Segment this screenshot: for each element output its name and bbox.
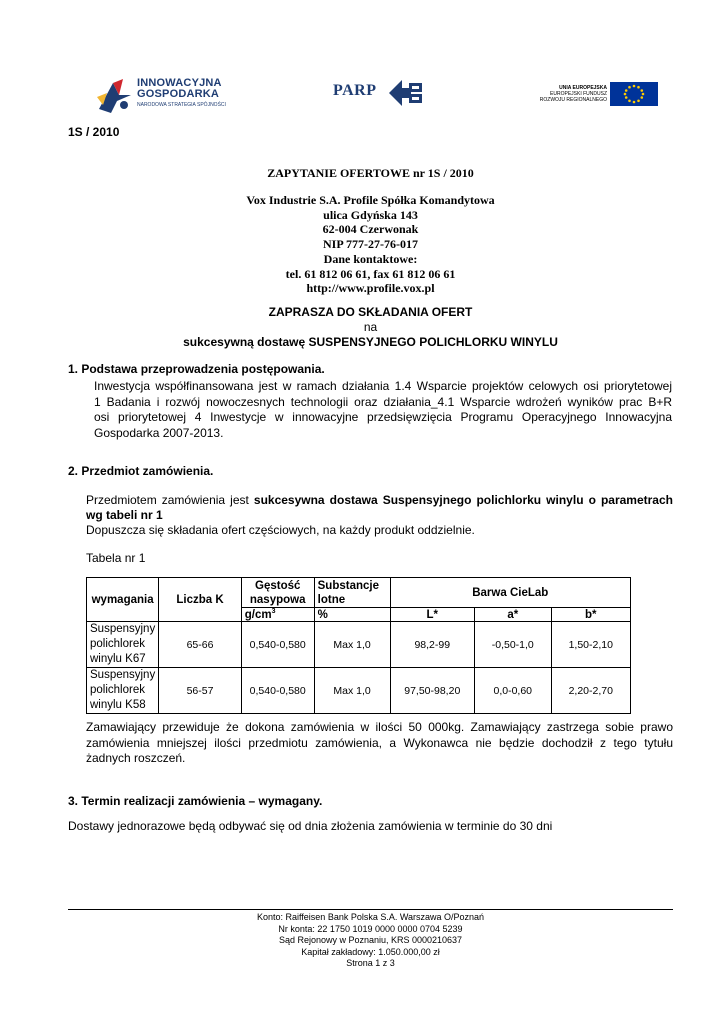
density-unit-exponent: 3 (271, 608, 276, 616)
company-website: http://www.profile.vox.pl (306, 281, 435, 296)
quantity-paragraph (86, 720, 673, 767)
header-volatile (314, 578, 390, 608)
intro-bold-text-2: wg tabeli nr 1 (86, 508, 163, 522)
footer-line: Sąd Rejonowy w Poznaniu, KRS 0000210637 (278, 935, 463, 945)
section-3-heading: 3. Termin realizacji zamówienia – wymagany. (68, 794, 323, 808)
parp-emblem-icon (389, 80, 423, 106)
row-a: -0,50-1,0 (475, 622, 552, 668)
quantity-line: żadnych roszczeń. (86, 751, 186, 765)
logo-ig-line-2: GOSPODARKA (137, 88, 220, 100)
row-b: 1,50-2,10 (551, 622, 630, 668)
intro-plain-text: Przedmiotem zamówienia jest (86, 493, 254, 507)
header-b: b* (551, 608, 630, 622)
footer (68, 912, 673, 970)
header-density-unit (241, 608, 314, 622)
row-b: 2,20-2,70 (551, 668, 630, 714)
logo-ig-subtitle: NARODOWA STRATEGIA SPÓJNOŚCI (137, 102, 226, 108)
row-volatile: Max 1,0 (314, 622, 390, 668)
header-L: L* (390, 608, 474, 622)
intro-bold-text: sukcesywna dostawa Suspensyjnego polichlorku winylu o parametrach (253, 493, 673, 507)
company-name: Vox Industrie S.A. Profile Spółka Komandytowa (246, 193, 495, 207)
row-k-value: 56-57 (159, 668, 242, 714)
product-name-line: Suspensyjny (90, 623, 156, 635)
footer-divider (68, 909, 673, 910)
footer-line: Konto: Raiffeisen Bank Polska S.A. Warszawa O/Poznań (256, 912, 485, 922)
eu-logo-line-3: ROZWOJU REGIONALNEGO (539, 97, 607, 103)
product-name-line: winylu K67 (90, 653, 146, 665)
invitation-line-1: ZAPRASZA DO SKŁADANIA OFERT (268, 305, 473, 319)
row-L: 98,2-99 (390, 622, 474, 668)
header-volatile-line-2: lotne (317, 593, 346, 606)
parp-logo (333, 80, 433, 106)
logo-ig-line-1: INNOWACYJNA (137, 77, 222, 89)
quantity-line: Zamawiający przewiduje że dokona zamówienia w ilości 50 000kg. Zamawiający zastrzega sobie prawo (86, 720, 673, 734)
row-product-name (87, 622, 159, 668)
row-density: 0,540-0,580 (241, 668, 314, 714)
section-2-heading: 2. Przedmiot zamówienia. (68, 464, 214, 478)
parp-logo-text: PARP (333, 82, 377, 99)
section-2-intro (86, 493, 673, 538)
header-density-line-2: nasypowa (249, 593, 306, 606)
company-street: ulica Gdyńska 143 (323, 207, 418, 222)
table-row (87, 622, 631, 668)
section-2-intro-line-1 (86, 493, 673, 508)
company-nip: NIP 777-27-76-017 (323, 237, 418, 252)
row-volatile: Max 1,0 (314, 668, 390, 714)
contact-label: Dane kontaktowe: (323, 251, 418, 266)
row-L: 97,50-98,20 (390, 668, 474, 714)
section-1-heading: 1. Podstawa przeprowadzenia postępowania. (68, 362, 325, 376)
table-header-row (87, 578, 631, 608)
eu-fund-logo (523, 82, 663, 108)
doc-number: 1S / 2010 (68, 125, 120, 139)
header-a: a* (475, 608, 552, 622)
product-name-line: winylu K58 (90, 699, 146, 711)
table-label: Tabela nr 1 (86, 551, 146, 565)
innowacyjna-gospodarka-logo (93, 75, 263, 115)
company-block (68, 193, 673, 296)
table-row (87, 668, 631, 714)
product-name-line: polichlorek (90, 684, 145, 696)
eu-flag-icon (610, 82, 658, 106)
density-unit-text: g/cm (244, 608, 272, 621)
eu-logo-line-2: EUROPEJSKI FUNDUSZ (550, 91, 607, 97)
quantity-line: zamówienia mniejszej ilości przedmiotu zamówienia, a Wykonawca nie będzie dochodził z tego tytułu (86, 735, 673, 750)
eu-logo-line-1: UNIA EUROPEJSKA (559, 85, 607, 91)
header-color: Barwa CieLab (390, 578, 630, 608)
page-number: Strona 1 z 3 (346, 958, 395, 968)
row-a: 0,0-0,60 (475, 668, 552, 714)
invitation-block (68, 305, 673, 350)
row-density: 0,540-0,580 (241, 622, 314, 668)
header-volatile-line-1: Substancje (317, 579, 379, 592)
row-product-name (87, 668, 159, 714)
header-volatile-unit: % (314, 608, 390, 622)
header-density-line-1: Gęstość (255, 579, 301, 592)
footer-line: Nr konta: 22 1750 1019 0000 0000 0704 5239 (278, 923, 463, 934)
company-phone: tel. 61 812 06 61, fax 61 812 06 61 (285, 266, 456, 281)
section-1-line: Inwestycja współfinansowana jest w ramach działania 1.4 Wsparcie projektów celowych osi priorytetowej (94, 379, 672, 393)
specification-table (86, 577, 631, 714)
header-density (241, 578, 314, 608)
footer-line: Kapitał zakładowy: 1.050.000,00 zł (301, 946, 440, 957)
section-3-text: Dostawy jednorazowe będą odbywać się od dnia złożenia zamówienia w terminie do 30 dni (68, 819, 553, 833)
section-1-paragraph (94, 379, 672, 441)
innowacyjna-gospodarka-emblem-icon (93, 75, 135, 115)
document-title: ZAPYTANIE OFERTOWE nr 1S / 2010 (267, 166, 474, 180)
section-1-line: 1 Badania i rozwój nowoczesnych technologii oraz działania_4.1 Wsparcie wdrożeń wyników prac B+R (94, 394, 672, 409)
header-k-value: Liczba K (159, 578, 242, 622)
row-k-value: 65-66 (159, 622, 242, 668)
invitation-line-3: sukcesywną dostawę SUSPENSYJNEGO POLICHLORKU WINYLU (183, 335, 558, 349)
header-requirements: wymagania (87, 578, 159, 622)
invitation-line-2: na (363, 320, 378, 334)
section-1-line: Gospodarka 2007-2013. (94, 425, 224, 440)
company-city: 62-004 Czerwonak (322, 222, 419, 237)
product-name-line: Suspensyjny (90, 669, 156, 681)
partial-offers-note: Dopuszcza się składania ofert częściowych, na każdy produkt oddzielnie. (86, 523, 475, 537)
section-1-line: osi priorytetowej 4 Inwestycje w innowacyjne przedsięwzięcia Programu Operacyjnego Innowacyjna (94, 410, 672, 424)
product-name-line: polichlorek (90, 638, 145, 650)
